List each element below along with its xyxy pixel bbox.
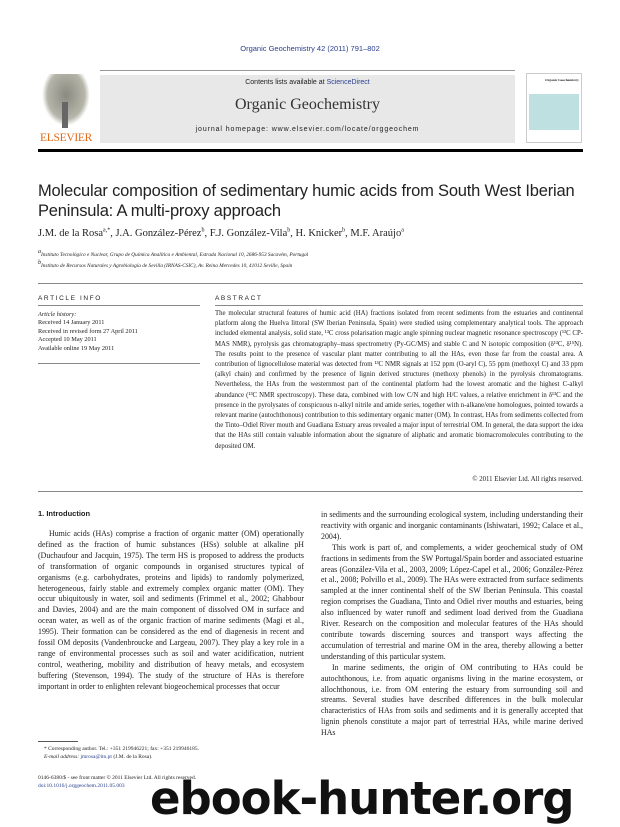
abstract-heading: ABSTRACT — [215, 295, 263, 302]
footnote-rule — [38, 741, 78, 742]
tree-trunk — [62, 102, 68, 128]
divider — [38, 305, 200, 306]
corresponding-author: * Corresponding author. Tel.: +351 219946221; fax: +351 219946185. — [44, 746, 199, 752]
author: J.M. de la Rosa$^{a,*}$, — [38, 227, 116, 239]
journal-header — [100, 75, 515, 143]
cover-band — [529, 94, 579, 130]
abstract-text: The molecular structural features of humic acid (HA) fractions isolated from recent sediments from the estuaries and continental platform along the Huelva littoral (SW Iberian Peninsula, Spain) were studied using complementary analytical tools. The approach included elemental analysis, solid state, ¹³C cross polarisation magic angle spinning nuclear magnetic resonance spectroscopy (¹³C CP-MAS NMR), pyrolysis gas chromatography–mass spectrometry (Py-GC/MS) and stable C and N isotopic composition (δ¹³C, δ¹⁵N). The results point to the presence of vascular plant matter contributing to all the HAs, even those far from the coastal area. A contribution of lignocellulose material was detected from ¹³C NMR signals at 152 ppm (O-aryl C), 55 ppm (methoxyl C) and 33 ppm (alkyl chain) and confirmed by the presence of lignin derived structures (methoxy phenols) in the pyrolysis chromatograms. Nevertheless, the HAs from the westernmost part of the continental platform had the lowest aromatic and the highest C-alkyl abundance (¹³C NMR spectroscopy). These data, combined with low C/N and high H/C values, a relative enrichment in δ¹³C and the presence in the pyrolysates of conspicuous n-alkyl nitrile and amide series, together with n-alkane/ene homologues, pointed towards a relevant marine (autochthonous) contribution to this sedimentary organic matter (OM). In contrast, HAs from sediments collected from the Tinto–Odiel River mouth and Guadiana Estuary areas revealed a major input of terrestrial OM. In general, the data support the idea that the HAs still contain valuable information about the signature of aliphatic and aromatic biomacromolecules contributing to the deposited OM. — [215, 310, 583, 450]
copyright: © 2011 Elsevier Ltd. All rights reserved. — [472, 476, 583, 483]
journal-name: Organic Geochemistry — [235, 96, 380, 113]
sciencedirect-link[interactable]: ScienceDirect — [326, 79, 370, 86]
affiliations — [38, 248, 308, 270]
contents-line — [100, 79, 515, 86]
divider — [215, 305, 583, 306]
journal-reference-link[interactable]: Organic Geochemistry 42 (2011) 791–802 — [240, 44, 380, 53]
affiliation: $^a$Instituto Tecnológico e Nuclear, Grupo de Química Analítica e Ambiental, Estrada Nacional 10, 2686-953 Sacavém, Portugal — [38, 249, 309, 258]
divider — [38, 283, 583, 284]
intro-left-column: Humic acids (HAs) comprise a fraction of organic matter (OM) operationally defined as the fraction of humic substances (HSs) soluble at alkaline pH (Duchaufour and Jacquin, 1975). The term HS is proposed to address the products of transformation of organic compounds in organised structures typical of organisms (e.g. carbohydrates, proteins and lipids) to randomly polymerized, heterogeneous, fairly stable and extremely complex organic matter (OM). They occur ubiquitously in water, soil and sediments (Frimmel et al., 2002; Ghabbour and Davies, 2004) and are the main component of dissolved OM in surface and ocean water, as well as of the organic fraction of marine sediments (Magi et al., 1995). Their formation can be considered as the end of diagenesis in recent and fossil OM deposits (Vandenbroucke and Largeau, 2007). They play a key role in a range of environmental processes such as soil and water acidification, nutrient control, weathering, mobility and distribution of heavy metals, and ecosystem buffering (Stevenson, 1994). The study of the structure of HAs is therefore important in order to enlighten relevant biogeochemical processes that occur — [38, 529, 304, 691]
contents-text: Contents lists available at — [245, 79, 327, 86]
divider — [38, 363, 200, 364]
intro-right-column — [321, 510, 583, 739]
doi-link[interactable]: doi:10.1016/j.orggeochem.2011.05.003 — [38, 783, 125, 789]
history-item: Accepted 10 May 2011 — [38, 336, 97, 344]
history-item: Received in revised form 27 April 2011 — [38, 327, 138, 335]
paragraph: In marine sediments, the origin of OM contributing to HAs could be autochthonous, i.e. from aquatic organisms living in the marine ecosystem, or allochthonous, i.e. from OM entering the estuary from surrounding soil and streams. Several studies have described differences in the bulk molecular characteristics of HAs from soils and sediments and it is generally accepted that lignin phenols constitute a major part of terrestrial HAs, while marine derived HAs — [321, 662, 583, 738]
history-label: Article history: — [38, 311, 77, 318]
article-title: Molecular composition of sedimentary humic acids from South West Iberian Peninsula: A multi-proxy approach — [38, 182, 575, 220]
history-item: Received 14 January 2011 — [38, 319, 105, 327]
email-label: E-mail address: — [44, 754, 80, 760]
article-history — [38, 311, 138, 353]
divider — [100, 70, 515, 71]
email-suffix: (J.M. de la Rosa). — [111, 754, 153, 760]
article-info-heading: ARTICLE INFO — [38, 295, 102, 302]
author: F.J. González-Vila$^b$, — [209, 227, 296, 239]
footnote — [38, 745, 199, 761]
author: H. Knicker$^b$, — [295, 227, 351, 239]
divider — [38, 491, 583, 492]
author: M.F. Araújo$^a$ — [350, 227, 404, 239]
email-link[interactable]: jmrosa@itn.pt — [80, 754, 112, 760]
history-item: Available online 19 May 2011 — [38, 344, 115, 352]
publisher-name: ELSEVIER — [40, 132, 92, 144]
cover-title: Organic Geochemistry — [545, 78, 579, 82]
elsevier-logo — [38, 74, 94, 144]
paragraph: This work is part of, and complements, a wider geochemical study of OM fractions in sediments from the SW Portugal/Spain border and associated estuarine areas (González-Vila et al., 2003, 2009; López-Capel et al., 2006; González-Pérez et al., 2008; Polvillo et al., 2009). The HAs were extracted from surface sediments sampled at the inner continental shelf of the SW Iberian Peninsula. This coastal region comprises the Guadiana, Tinto and Odiel river mouths and estuaries, being also influenced by water runoff and sediment load derived from the Guadiana River. Research on the composition and molecular features of the HAs should contribute towards discerning sources and transport ways affecting the accumulation of terrestrial and marine OM in the area, thereby allowing a better understanding of this particular system. — [321, 542, 583, 661]
issn: 0146-6380/$ - see front matter © 2011 Elsevier Ltd. All rights reserved. — [38, 775, 197, 781]
header-rule — [38, 149, 583, 152]
section-heading: 1. Introduction — [38, 509, 91, 518]
journal-cover — [526, 73, 582, 143]
author-list — [38, 227, 404, 239]
author: J.A. González-Pérez$^b$, — [115, 227, 210, 239]
paragraph: in sediments and the surrounding ecological system, including understanding their reactivity with organic and inorganic contaminants (Ishiwatari, 1992; Calace et al., 2004). — [321, 510, 583, 541]
affiliation: $^b$Instituto de Recursos Naturales y Agrobiología de Sevilla (IRNAS-CSIC), Av. Reina Mercedes 10, 41012 Seville, Spain — [38, 259, 293, 269]
watermark: ebook-hunter.org — [150, 772, 574, 825]
journal-homepage[interactable]: journal homepage: www.elsevier.com/locate/orggeochem — [195, 126, 420, 133]
